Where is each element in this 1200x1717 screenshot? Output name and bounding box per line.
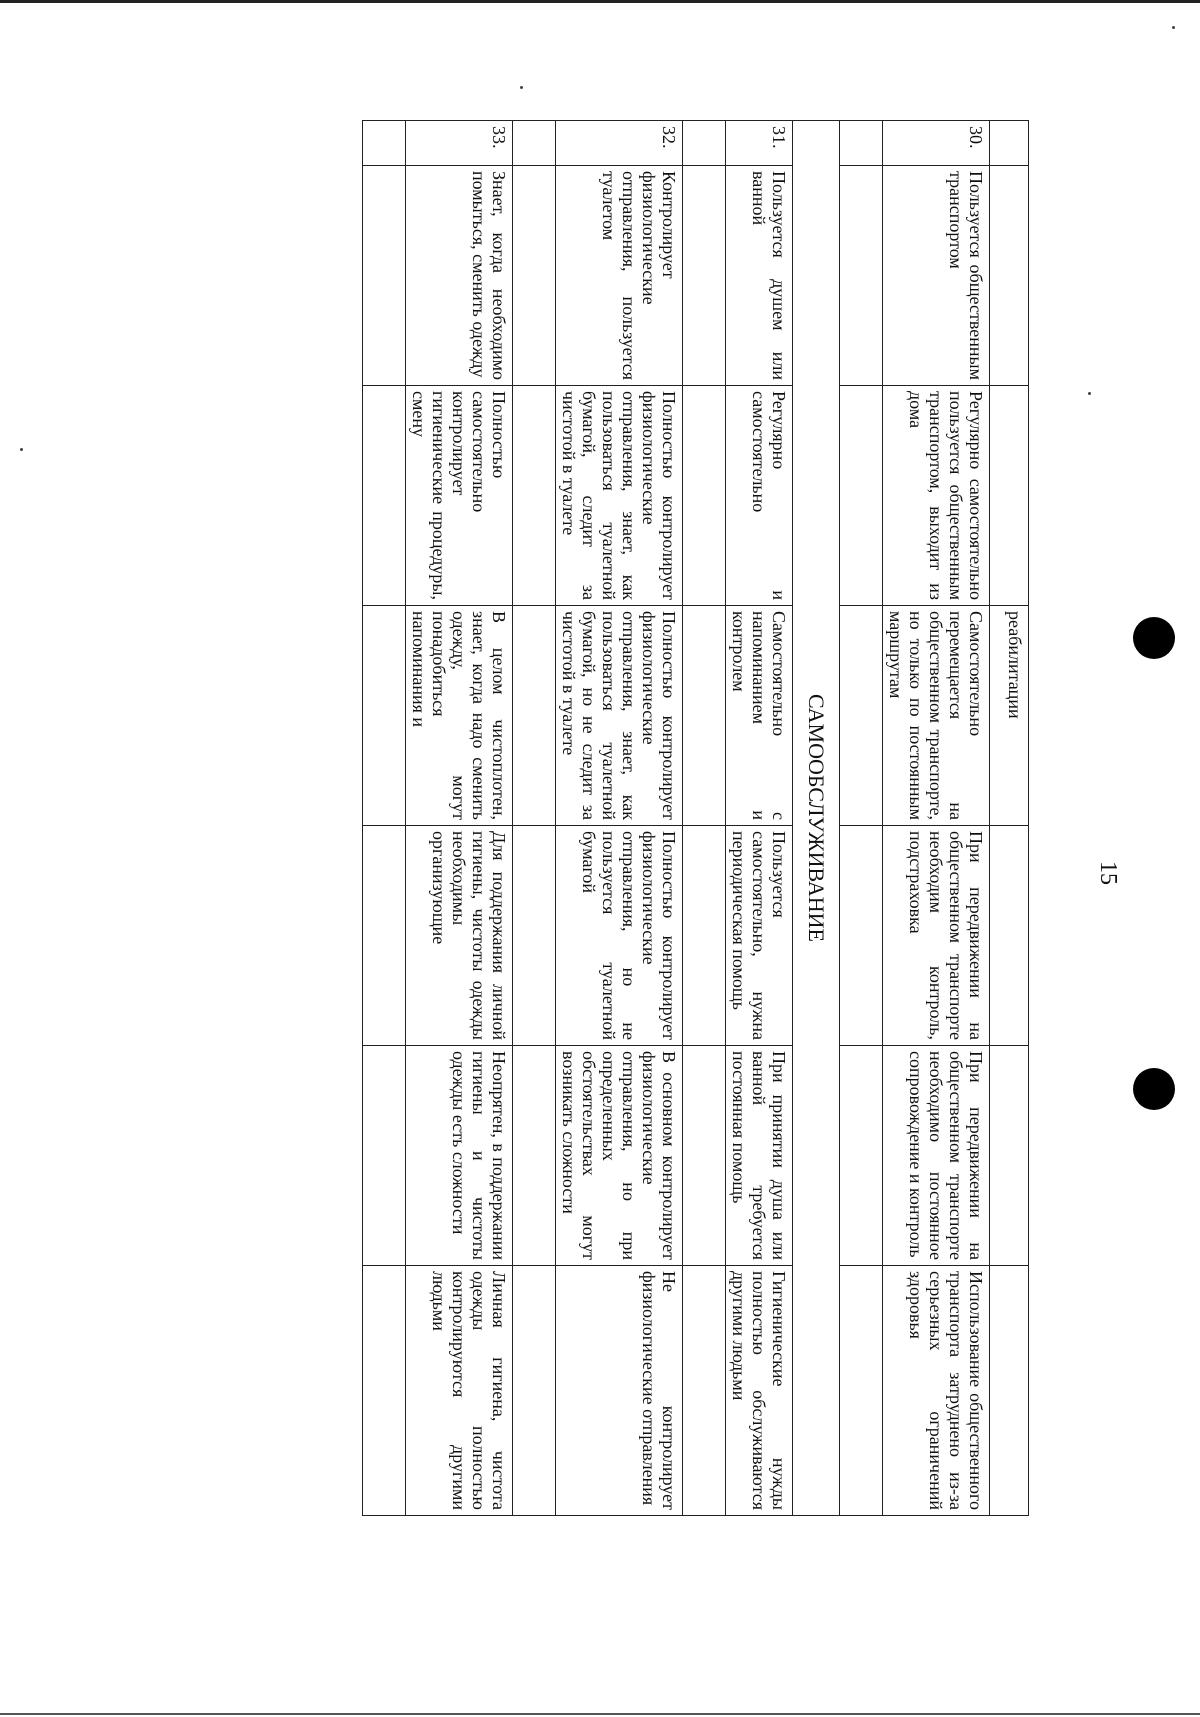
level-cell: Для поддержания личной гигиены, чистоты одежды необходимы организующие	[406, 826, 513, 1046]
punch-hole-lower	[1133, 1068, 1175, 1110]
level-cell: При передвижении на общественном транспорте необходимо постоянное сопровождение и контроль	[883, 1046, 990, 1266]
level-cell: Регулярно самостоятельно пользуется общественным транспортом, выходит из дома	[883, 386, 990, 606]
level-cell: В основном контролирует физиологические отправления, но при определенных обстоятельствах могут возникать сложности	[556, 1046, 683, 1266]
row-number: 32.	[556, 121, 683, 166]
skill-cell: Пользуется общественным транспортом	[883, 166, 990, 386]
level-cell: Полностью контролирует физиологические отправления, знает, как пользоваться туалетной бумагой, но не следит за чистотой в туалете	[556, 606, 683, 826]
level-cell: Не контролирует физиологические отправления	[556, 1266, 683, 1516]
level-cell: Самостоятельно с напоминанием и контролем	[726, 606, 793, 826]
row-number: 30.	[883, 121, 990, 166]
level-cell: В целом чистоплотен, знает, когда надо сменить одежду, могут понадобиться напоминания и	[406, 606, 513, 826]
table-row	[556, 121, 683, 1516]
level-cell: При принятии душа или ванной требуется постоянная помощь	[726, 1046, 793, 1266]
level-cell: Гигиенические нужды полностью обслуживаются другими людьми	[726, 1266, 793, 1516]
assessment-table	[362, 120, 1029, 1516]
scan-speck	[1088, 392, 1091, 395]
top-note: реабилитации	[990, 606, 1029, 826]
table-row	[883, 121, 990, 1516]
level-cell: Самостоятельно перемещается на общественном транспорте, но только по постоянным маршрутам	[883, 606, 990, 826]
level-cell: Неопрятен, в поддержании гигиены и чистоты одежды есть сложности	[406, 1046, 513, 1266]
spacer-row	[513, 121, 556, 1516]
level-cell: Пользуется самостоятельно, нужна периодическая помощь	[726, 826, 793, 1046]
skill-cell: Пользуется душем или ванной	[726, 166, 793, 386]
spacer-row	[840, 121, 883, 1516]
scan-bottom-edge	[0, 1713, 1200, 1715]
level-cell: Полностью контролирует физиологические отправления, знает, как пользоваться туалетной бумагой, следит за чистотой в туалете	[556, 386, 683, 606]
row-number: 33.	[406, 121, 513, 166]
spacer-row	[363, 121, 406, 1516]
punch-hole-upper	[1133, 617, 1175, 659]
table-row	[726, 121, 793, 1516]
rotated-document-table	[83, 120, 1029, 1515]
level-cell: Личная гигиена, чистота одежды полностью контролируются другими людьми	[406, 1266, 513, 1516]
level-cell: Полностью контролирует физиологические отправления, но не пользуется туалетной бумагой	[556, 826, 683, 1046]
level-cell: Использование общественного транспорта затруднено из-за серьезных ограничений здоровья	[883, 1266, 990, 1516]
scan-speck	[1172, 26, 1175, 29]
scan-speck	[520, 86, 523, 89]
section-title: САМООБСЛУЖИВАНИЕ	[793, 121, 840, 1516]
level-cell: Регулярно и самостоятельно	[726, 386, 793, 606]
table-row	[406, 121, 513, 1516]
skill-cell: Знает, когда необходимо помыться, сменить одежду	[406, 166, 513, 386]
section-row	[793, 121, 840, 1516]
row-number: 31.	[726, 121, 793, 166]
spacer-row	[683, 121, 726, 1516]
level-cell: При передвижении на общественном транспорте необходим контроль, подстраховка	[883, 826, 990, 1046]
scan-speck	[20, 448, 23, 451]
skill-cell: Контролирует физиологические отправления, пользуется туалетом	[556, 166, 683, 386]
page-number: 15	[1095, 861, 1121, 885]
scan-top-edge	[0, 0, 1200, 3]
top-header-row	[990, 121, 1029, 1516]
level-cell: Полностью самостоятельно контролирует гигиенические процедуры, смену	[406, 386, 513, 606]
